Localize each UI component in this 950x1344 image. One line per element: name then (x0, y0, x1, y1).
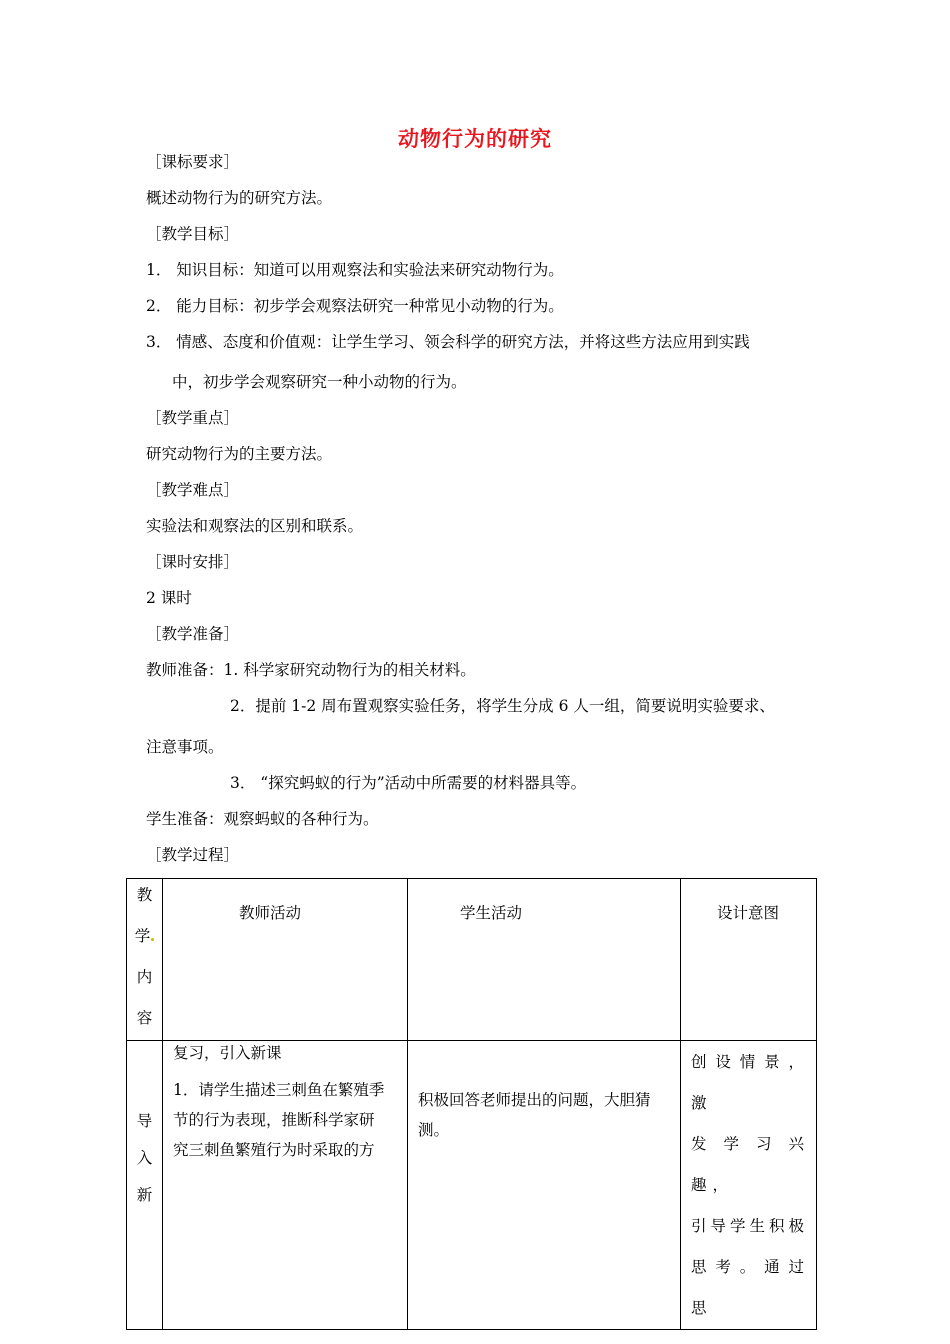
intent-line: 思考。通过思 (691, 1258, 810, 1317)
teacher-line: 究三刺鱼繁殖行为时采取的方 (173, 1141, 375, 1159)
objective-1: 1． 知识目标：知道可以用观察法和实验法来研究动物行为。 (146, 261, 564, 279)
section-heading-keshi: ［课时安排］ (146, 553, 240, 571)
section-text-keshi: 2 课时 (146, 589, 192, 607)
section-heading-zhongdian: ［教学重点］ (146, 409, 240, 427)
intent-line: 引导学生积极 (691, 1217, 809, 1235)
header-teacher-activity: 教师活动 (163, 879, 408, 1041)
header-char: 教 (136, 886, 153, 904)
section-heading-nandian: ［教学难点］ (146, 481, 240, 499)
row-char: 导 (136, 1112, 153, 1130)
intent-line: 创设情景，激 (691, 1053, 810, 1112)
row-design-intent (681, 1041, 817, 1330)
row-student-activity (408, 1041, 681, 1330)
section-text-nandian: 实验法和观察法的区别和联系。 (146, 517, 364, 535)
objective-3-line1: 3． 情感、态度和价值观：让学生学习、领会科学的研究方法，并将这些方法应用到实践 (146, 333, 750, 351)
teacher-line: 1．请学生描述三刺鱼在繁殖季 (173, 1081, 385, 1099)
prep-teacher-3: 3． “探究蚂蚁的行为”活动中所需要的材料器具等。 (230, 774, 587, 792)
section-text-zhongdian: 研究动物行为的主要方法。 (146, 445, 333, 463)
header-char: 内 (136, 968, 153, 986)
page-title: 动物行为的研究 (398, 126, 552, 151)
row-char: 新 (136, 1186, 153, 1204)
teacher-line: 节的行为表现，推断科学家研 (173, 1111, 375, 1129)
objective-3-line2: 中，初步学会观察研究一种小动物的行为。 (172, 373, 467, 391)
section-heading-guocheng: ［教学过程］ (146, 846, 240, 864)
objective-2: 2． 能力目标：初步学会观察法研究一种常见小动物的行为。 (146, 297, 564, 315)
prep-student: 学生准备：观察蚂蚁的各种行为。 (146, 810, 379, 828)
student-line: 测。 (418, 1121, 450, 1139)
table-row (127, 1041, 817, 1330)
prep-teacher-1: 教师准备：1. 科学家研究动物行为的相关材料。 (146, 661, 476, 679)
section-heading-zhunbei: ［教学准备］ (146, 625, 240, 643)
teaching-process-table (126, 878, 817, 1330)
section-text-kebiao: 概述动物行为的研究方法。 (146, 189, 333, 207)
header-design-intent: 设计意图 (681, 879, 817, 1041)
prep-teacher-2-line1: 2．提前 1-2 周布置观察实验任务，将学生分成 6 人一组，简要说明实验要求、 (230, 697, 775, 715)
section-heading-kebiao: ［课标要求］ (146, 153, 240, 171)
teacher-line: 复习，引入新课 (173, 1044, 282, 1062)
student-line: 积极回答老师提出的问题，大胆猜 (418, 1091, 651, 1109)
row-teacher-activity (163, 1041, 408, 1330)
header-char-with-mark: 学 (127, 926, 162, 946)
intent-line: 发学习兴趣， (691, 1135, 810, 1194)
prep-teacher-2-line2: 注意事项。 (146, 738, 224, 756)
table-header-row (127, 879, 817, 1041)
header-char: 容 (136, 1009, 153, 1027)
header-student-activity: 学生活动 (408, 879, 681, 1041)
mark-dot-icon (151, 938, 154, 941)
header-content-cell (127, 879, 163, 1041)
row-content-cell (127, 1041, 163, 1330)
row-char: 入 (136, 1149, 153, 1167)
section-heading-mubiao: ［教学目标］ (146, 225, 240, 243)
